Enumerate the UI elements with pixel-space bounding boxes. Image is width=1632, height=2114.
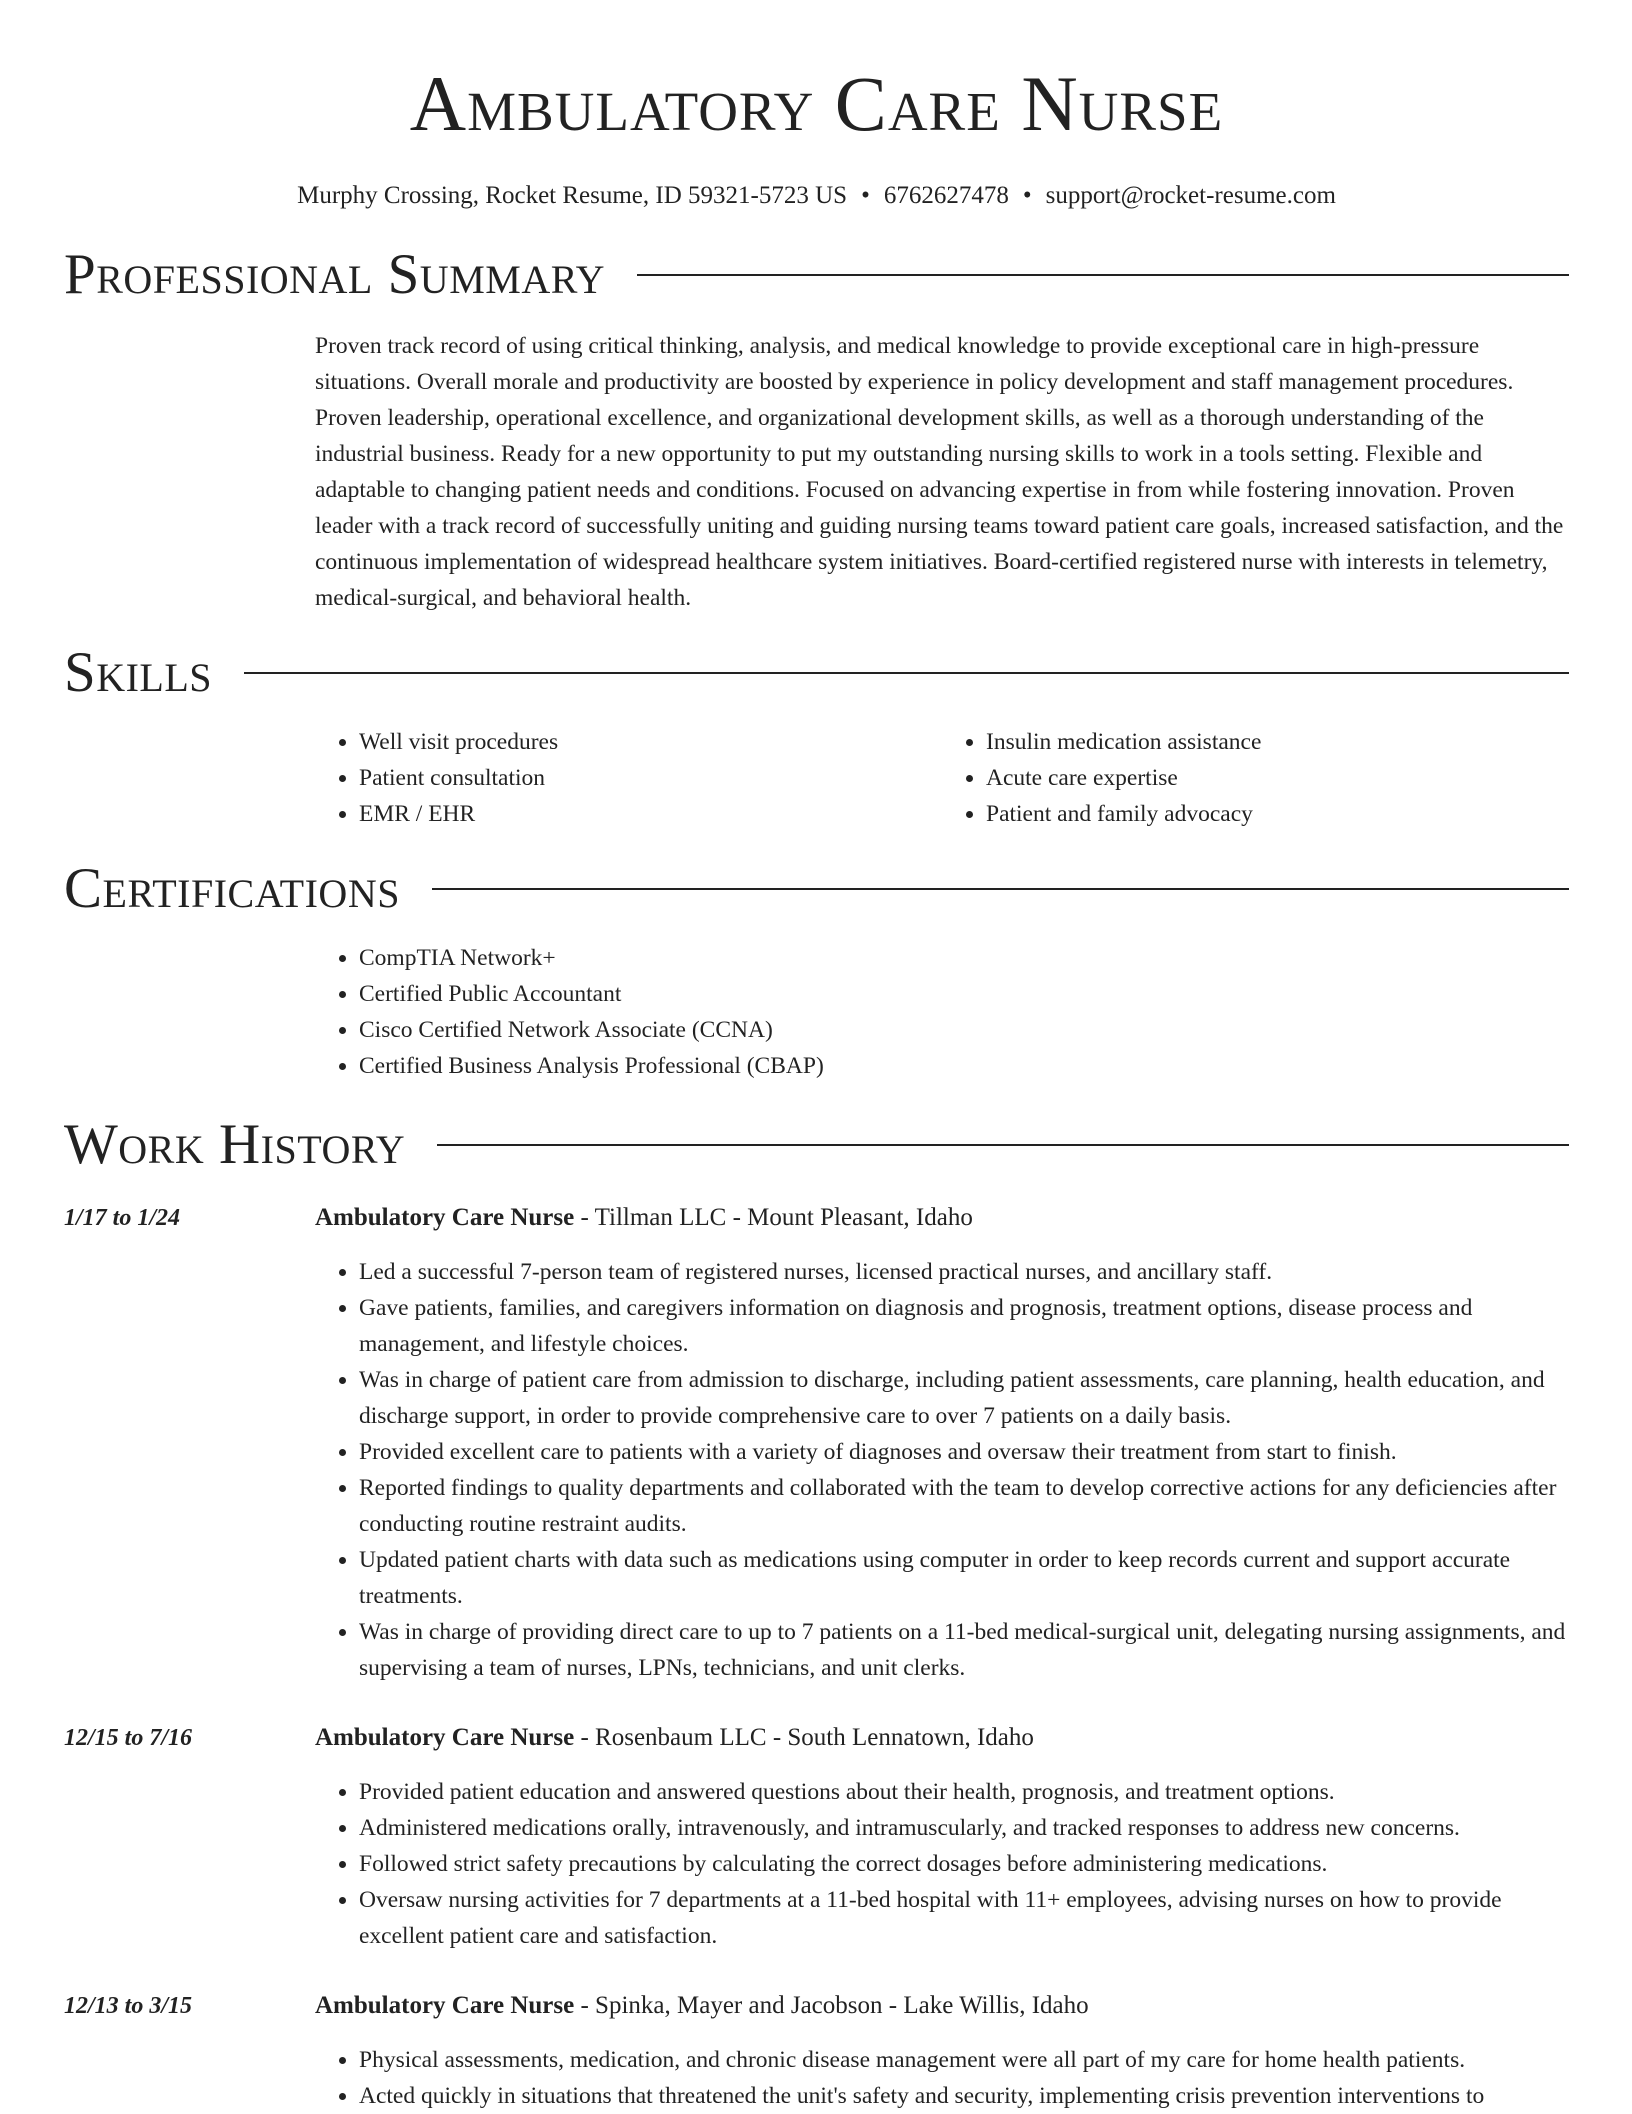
section-divider xyxy=(244,672,1569,674)
job-bullet: • Acted quickly in situations that threatened the unit's safety and security, implementing crisis prevention interventions to xyxy=(359,2078,1569,2114)
work-history-heading: Work History xyxy=(64,1113,406,1176)
skills-list-right xyxy=(942,724,1569,832)
job-entry xyxy=(64,1720,1569,1954)
section-divider xyxy=(637,274,1569,276)
job-title-line xyxy=(315,1988,1569,2024)
job-bullet: • Provided patient education and answered questions about their health, prognosis, and treatment options. xyxy=(359,1774,1569,1810)
job-details: - Tillman LLC - Mount Pleasant, Idaho xyxy=(574,1204,973,1231)
skill-item: • Acute care expertise xyxy=(986,760,1569,796)
job-content xyxy=(315,1720,1569,1954)
job-bullet: • Followed strict safety precautions by calculating the correct dosages before administering medications. xyxy=(359,1846,1569,1882)
job-bullet: • Oversaw nursing activities for 7 departments at a 11-bed hospital with 11+ employees, advising nurses on how to provide excellent patient care and satisfaction. xyxy=(359,1882,1569,1954)
job-title-line xyxy=(315,1200,1569,1236)
job-bullet: • Gave patients, families, and caregivers information on diagnosis and prognosis, treatment options, disease process and management, and lifestyle choices. xyxy=(359,1290,1569,1362)
job-title: Ambulatory Care Nurse xyxy=(315,1204,575,1231)
job-title-line xyxy=(315,1720,1569,1756)
resume-page xyxy=(64,0,1569,2114)
job-entry xyxy=(64,1200,1569,1686)
job-details: - Rosenbaum LLC - South Lennatown, Idaho xyxy=(574,1724,1034,1751)
contact-separator: • xyxy=(1022,182,1032,209)
skill-item: • EMR / EHR xyxy=(359,796,942,832)
skills-grid xyxy=(315,724,1569,832)
summary-text: Proven track record of using critical thinking, analysis, and medical knowledge to provide exceptional care in high-pressure situations. Overall morale and productivity are boosted by experience in policy development and staff management procedures. Proven leadership, operational excellence, and organizational development skills, as well as a thorough understanding of the industrial business. Ready for a new opportunity to put my outstanding nursing skills to work in a tools setting. Flexible and adaptable to changing patient needs and conditions. Focused on advancing expertise in from while fostering innovation. Proven leader with a track record of successfully uniting and guiding nursing teams toward patient care goals, increased satisfaction, and the continuous implementation of widespread healthcare system initiatives. Board-certified registered nurse with interests in telemetry, medical-surgical, and behavioral health. xyxy=(315,333,1564,611)
job-bullet-list xyxy=(315,1254,1569,1686)
contact-separator: • xyxy=(861,182,870,209)
certification-item: • CompTIA Network+ xyxy=(359,940,1569,976)
job-bullet: • Led a successful 7-person team of registered nurses, licensed practical nurses, and ancillary staff. xyxy=(359,1254,1569,1290)
resume-title: Ambulatory Care Nurse xyxy=(409,60,1224,147)
job-bullet-list xyxy=(315,2042,1569,2114)
job-entry xyxy=(64,1988,1569,2114)
job-bullet-list xyxy=(315,1774,1569,1954)
certification-item: • Certified Public Accountant xyxy=(359,976,1569,1012)
job-title: Ambulatory Care Nurse xyxy=(315,1724,575,1751)
certifications-section-header xyxy=(64,856,1569,922)
certifications-heading: Certifications xyxy=(64,857,400,920)
skill-item: • Insulin medication assistance xyxy=(986,724,1569,760)
certifications-list xyxy=(315,940,1569,1084)
skills-heading: Skills xyxy=(64,641,213,704)
skill-item: • Patient and family advocacy xyxy=(986,796,1569,832)
skills-list-left xyxy=(315,724,942,832)
skill-item: • Well visit procedures xyxy=(359,724,942,760)
job-bullet: • Was in charge of providing direct care to up to 7 patients on a 11-bed medical-surgical unit, delegating nursing assignments, and supervising a team of nurses, LPNs, technicians, and unit clerks. xyxy=(359,1614,1569,1686)
contact-address: Murphy Crossing, Rocket Resume, ID 59321-5723 US xyxy=(297,182,848,209)
job-dates: 12/15 to 7/16 xyxy=(64,1725,193,1751)
contact-phone: 6762627478 xyxy=(883,182,1009,209)
summary-heading: Professional Summary xyxy=(64,243,606,306)
skill-item: • Patient consultation xyxy=(359,760,942,796)
job-dates: 1/17 to 1/24 xyxy=(64,1205,181,1231)
job-dates: 12/13 to 3/15 xyxy=(64,1993,193,2019)
work-history-section-header xyxy=(64,1112,1569,1178)
job-bullet: • Administered medications orally, intravenously, and intramuscularly, and tracked responses to address new concerns. xyxy=(359,1810,1569,1846)
contact-line xyxy=(64,180,1569,212)
job-details: - Spinka, Mayer and Jacobson - Lake Willis, Idaho xyxy=(574,1992,1089,2019)
job-content xyxy=(315,1988,1569,2114)
contact-email: support@rocket-resume.com xyxy=(1045,182,1336,209)
skills-section-header xyxy=(64,640,1569,706)
job-bullet: • Physical assessments, medication, and chronic disease management were all part of my care for home health patients. xyxy=(359,2042,1569,2078)
section-divider xyxy=(437,1144,1569,1146)
job-bullet: • Was in charge of patient care from admission to discharge, including patient assessments, care planning, health education, and discharge support, in order to provide comprehensive care to over 7 patients on a daily basis. xyxy=(359,1362,1569,1434)
job-bullet: • Provided excellent care to patients with a variety of diagnoses and oversaw their treatment from start to finish. xyxy=(359,1434,1569,1470)
job-title: Ambulatory Care Nurse xyxy=(315,1992,575,2019)
section-divider xyxy=(432,888,1569,890)
job-bullet: • Reported findings to quality departments and collaborated with the team to develop corrective actions for any deficiencies after conducting routine restraint audits. xyxy=(359,1470,1569,1542)
job-bullet: • Updated patient charts with data such as medications using computer in order to keep records current and support accurate treatments. xyxy=(359,1542,1569,1614)
certification-item: • Cisco Certified Network Associate (CCNA) xyxy=(359,1012,1569,1048)
job-content xyxy=(315,1200,1569,1686)
summary-section-header xyxy=(64,242,1569,308)
certification-item: • Certified Business Analysis Professional (CBAP) xyxy=(359,1048,1569,1084)
